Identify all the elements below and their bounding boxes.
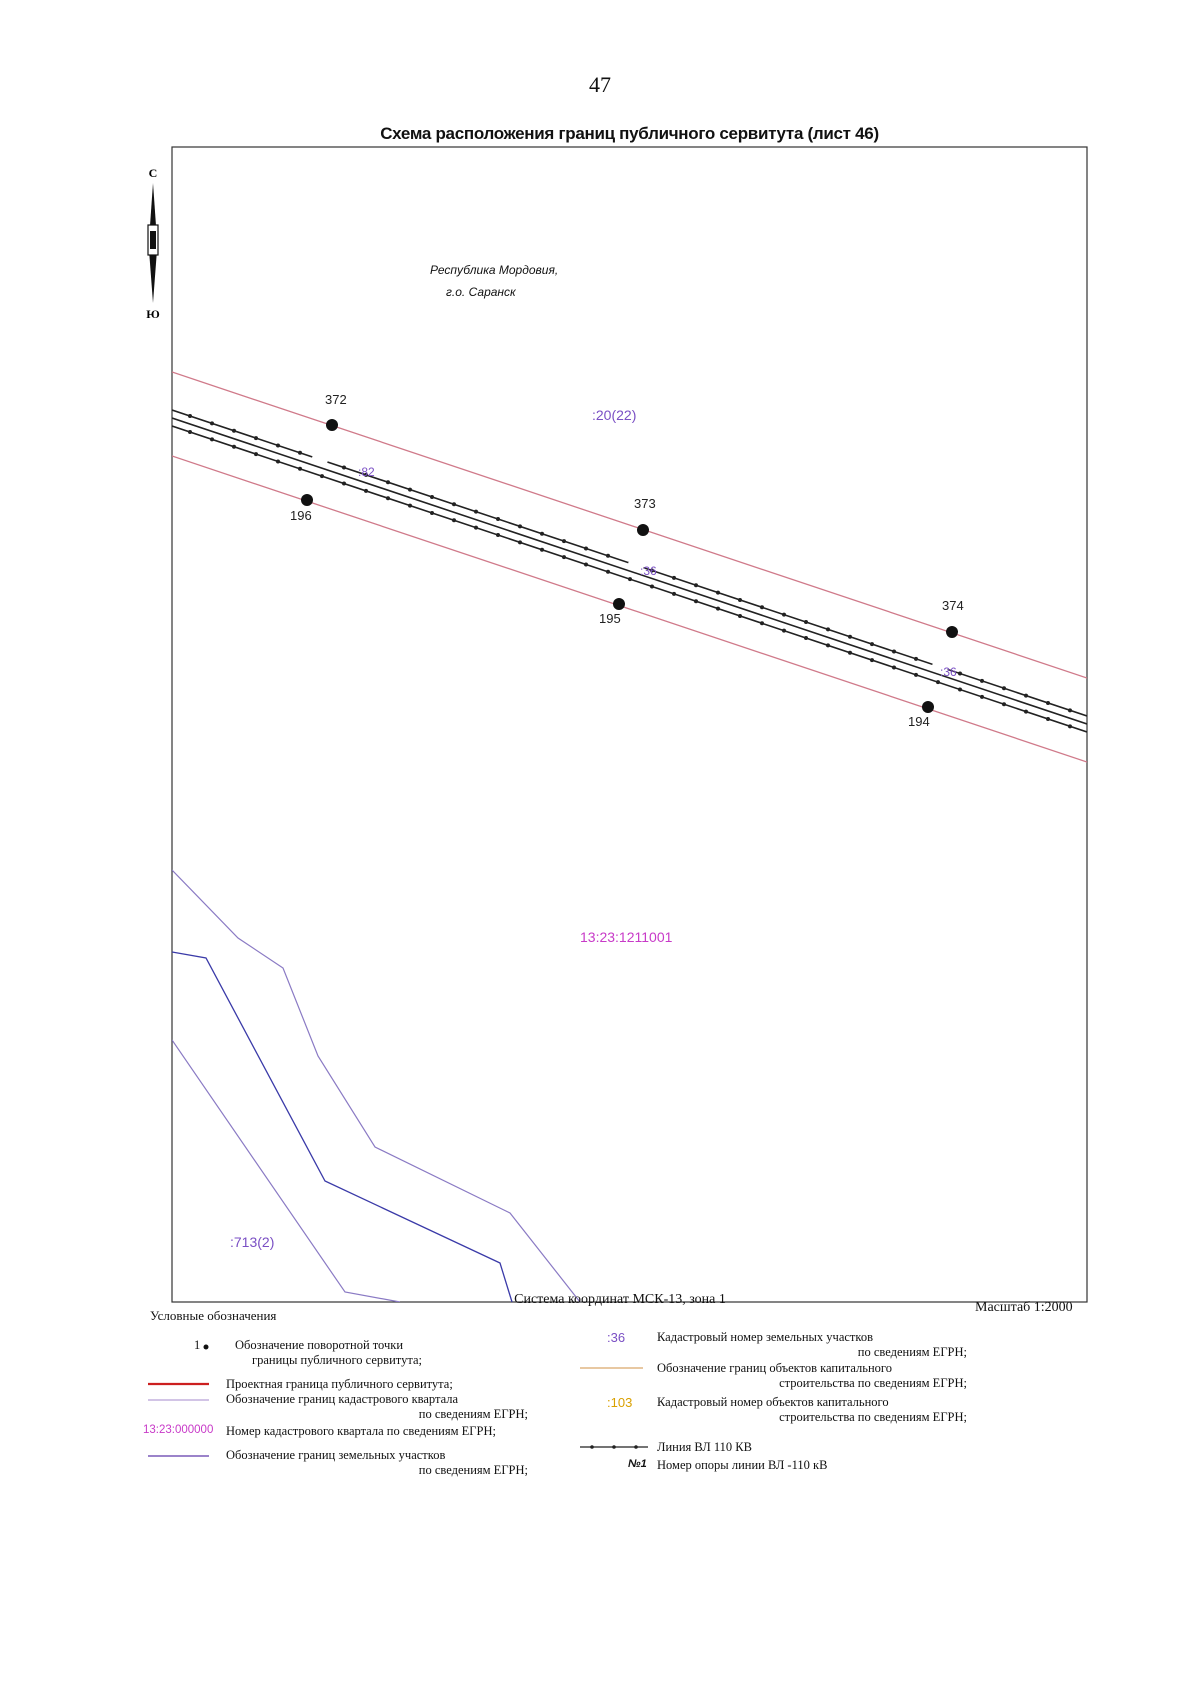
power-line-dot bbox=[848, 651, 852, 655]
compass-north: С bbox=[148, 166, 158, 180]
power-line-dot bbox=[298, 451, 302, 455]
power-line-dot bbox=[518, 540, 522, 544]
power-line-dot bbox=[606, 570, 610, 574]
point-374 bbox=[946, 626, 958, 638]
power-line-dot bbox=[870, 658, 874, 662]
power-line-dot bbox=[914, 673, 918, 677]
power-line-dot bbox=[694, 583, 698, 587]
power-line-dot bbox=[650, 585, 654, 589]
page-number: 47 bbox=[589, 72, 611, 97]
compass-south: Ю bbox=[146, 307, 160, 320]
power-line-dot bbox=[364, 489, 368, 493]
power-line-dot bbox=[518, 524, 522, 528]
power-line-dot bbox=[584, 546, 588, 550]
legend-point-text-2: границы публичного сервитута; bbox=[252, 1353, 422, 1367]
parcel-label-line-c: :36 bbox=[940, 665, 957, 679]
power-line-dot bbox=[672, 576, 676, 580]
point-label-195: 195 bbox=[599, 611, 621, 626]
power-line-dot bbox=[342, 466, 346, 470]
parcel-boundary-1 bbox=[172, 952, 512, 1302]
power-line-dot bbox=[980, 695, 984, 699]
legend-support-sample: №1 bbox=[628, 1458, 647, 1470]
power-line-dot bbox=[386, 496, 390, 500]
power-line-dot bbox=[408, 488, 412, 492]
point-195 bbox=[613, 598, 625, 610]
power-line-dot bbox=[540, 532, 544, 536]
legend-point-text-1: Обозначение поворотной точки bbox=[235, 1338, 404, 1352]
power-line-dot bbox=[738, 614, 742, 618]
legend-red-line-text: Проектная граница публичного сервитута; bbox=[226, 1377, 453, 1391]
power-line-dot bbox=[782, 613, 786, 617]
power-line-dot bbox=[254, 452, 258, 456]
power-line-dot bbox=[782, 629, 786, 633]
point-373 bbox=[637, 524, 649, 536]
power-line-dot bbox=[210, 437, 214, 441]
power-line-dot bbox=[188, 414, 192, 418]
power-line-dot bbox=[474, 510, 478, 514]
power-line-dot bbox=[1068, 708, 1072, 712]
power-line-dot bbox=[1002, 686, 1006, 690]
legend-title: Условные обозначения bbox=[150, 1308, 277, 1323]
power-line-dot bbox=[1068, 724, 1072, 728]
point-label-194: 194 bbox=[908, 714, 930, 729]
power-line-dot bbox=[826, 643, 830, 647]
legend-parcel-boundary-text-1: Обозначение границ земельных участков bbox=[226, 1448, 446, 1462]
power-line-dot bbox=[892, 649, 896, 653]
legend-parcel-number-sample: :36 bbox=[607, 1330, 626, 1345]
legend-capital-boundary-text-1: Обозначение границ объектов капитального bbox=[657, 1361, 892, 1375]
power-line-dot bbox=[254, 436, 258, 440]
legend-parcel-boundary-text-2: по сведениям ЕГРН; bbox=[418, 1463, 528, 1477]
power-line-dot bbox=[474, 526, 478, 530]
legend-capital-number-text-1: Кадастровый номер объектов капитального bbox=[657, 1395, 889, 1409]
power-line-dot bbox=[430, 495, 434, 499]
region-label-line1: Республика Мордовия, bbox=[430, 263, 559, 277]
legend-vl-line-text: Линия ВЛ 110 КВ bbox=[657, 1440, 752, 1454]
legend-quarter-boundary-text-2: по сведениям ЕГРН; bbox=[418, 1407, 528, 1421]
power-line bbox=[172, 410, 1087, 732]
power-line-dot bbox=[628, 577, 632, 581]
legend-capital-boundary-text-2: строительства по сведениям ЕГРН; bbox=[779, 1376, 967, 1390]
power-line-dot bbox=[870, 642, 874, 646]
power-line-dot bbox=[1002, 702, 1006, 706]
north-arrow-icon bbox=[138, 165, 168, 320]
power-line-dot bbox=[826, 627, 830, 631]
legend-support-text: Номер опоры линии ВЛ -110 кВ bbox=[657, 1458, 828, 1472]
legend-quarter-number-sample: 13:23:000000 bbox=[143, 1424, 214, 1436]
power-line-dot bbox=[672, 592, 676, 596]
parcel-label-713-2: :713(2) bbox=[230, 1234, 275, 1250]
power-line-dot bbox=[540, 548, 544, 552]
power-line-dot bbox=[232, 429, 236, 433]
power-line-dot bbox=[496, 517, 500, 521]
power-line-dot bbox=[738, 598, 742, 602]
legend-point-sample bbox=[204, 1345, 209, 1350]
cadastral-quarter-label: 13:23:1211001 bbox=[580, 929, 673, 945]
power-line-dot bbox=[1046, 701, 1050, 705]
power-line-dot bbox=[562, 539, 566, 543]
parcel-label-line-b: :36 bbox=[640, 564, 657, 578]
point-label-372: 372 bbox=[325, 392, 347, 407]
power-line-dot bbox=[694, 599, 698, 603]
point-label-196: 196 bbox=[290, 508, 312, 523]
map-scale: Масштаб 1:2000 bbox=[975, 1300, 1073, 1315]
power-line-dot bbox=[716, 607, 720, 611]
power-line-dot bbox=[892, 665, 896, 669]
power-line-dot bbox=[452, 518, 456, 522]
legend-capital-number-sample: :103 bbox=[607, 1395, 633, 1410]
legend-quarter-boundary-text-1: Обозначение границ кадастрового квартала bbox=[226, 1392, 459, 1406]
point-label-373: 373 bbox=[634, 496, 656, 511]
power-line-dot bbox=[342, 482, 346, 486]
power-line-dot bbox=[298, 467, 302, 471]
power-line-dot bbox=[452, 502, 456, 506]
power-line-dot bbox=[232, 445, 236, 449]
power-line-dot bbox=[848, 635, 852, 639]
power-line-dot bbox=[320, 474, 324, 478]
power-line-dot bbox=[914, 657, 918, 661]
region-label-line2: г.о. Саранск bbox=[446, 285, 516, 299]
power-line-dot bbox=[980, 679, 984, 683]
legend-quarter-number-text: Номер кадастрового квартала по сведениям ЕГРН; bbox=[226, 1424, 496, 1438]
coordinate-system: Система координат МСК-13, зона 1 bbox=[514, 1292, 726, 1307]
power-line-dot bbox=[276, 459, 280, 463]
power-line-dot bbox=[760, 621, 764, 625]
map-title: Схема расположения границ публичного сервитута (лист 46) bbox=[380, 124, 879, 143]
power-line-dot bbox=[584, 562, 588, 566]
power-line-dot bbox=[408, 504, 412, 508]
power-line-dot bbox=[386, 480, 390, 484]
power-line-dot bbox=[716, 591, 720, 595]
power-line-dot bbox=[936, 680, 940, 684]
point-label-374: 374 bbox=[942, 598, 964, 613]
power-line-dot bbox=[496, 533, 500, 537]
power-line-dot bbox=[804, 636, 808, 640]
power-line-dot bbox=[1024, 710, 1028, 714]
power-line-dot bbox=[760, 605, 764, 609]
map-frame bbox=[172, 147, 1087, 1302]
legend-parcel-number-text-1: Кадастровый номер земельных участков bbox=[657, 1330, 873, 1344]
point-196 bbox=[301, 494, 313, 506]
power-line-dot bbox=[188, 430, 192, 434]
power-line-dot bbox=[1024, 694, 1028, 698]
legend-parcel-number-text-2: по сведениям ЕГРН; bbox=[857, 1345, 967, 1359]
power-line-dot bbox=[958, 672, 962, 676]
legend-point-sample-label: 1 bbox=[194, 1338, 201, 1352]
parcel-label-line-a: :82 bbox=[358, 465, 375, 479]
power-line-dot bbox=[1046, 717, 1050, 721]
legend-capital-number-text-2: строительства по сведениям ЕГРН; bbox=[779, 1410, 967, 1424]
power-line-dot bbox=[430, 511, 434, 515]
point-372 bbox=[326, 419, 338, 431]
point-194 bbox=[922, 701, 934, 713]
parcel-label-20-22: :20(22) bbox=[592, 407, 637, 423]
power-line-dot bbox=[804, 620, 808, 624]
quarter-boundary-2 bbox=[172, 1040, 400, 1302]
power-line-dot bbox=[606, 554, 610, 558]
power-line-dot bbox=[562, 555, 566, 559]
power-line-dot bbox=[276, 443, 280, 447]
power-line-dot bbox=[210, 421, 214, 425]
legend-vl-line bbox=[580, 1445, 648, 1449]
power-line-dot bbox=[958, 688, 962, 692]
